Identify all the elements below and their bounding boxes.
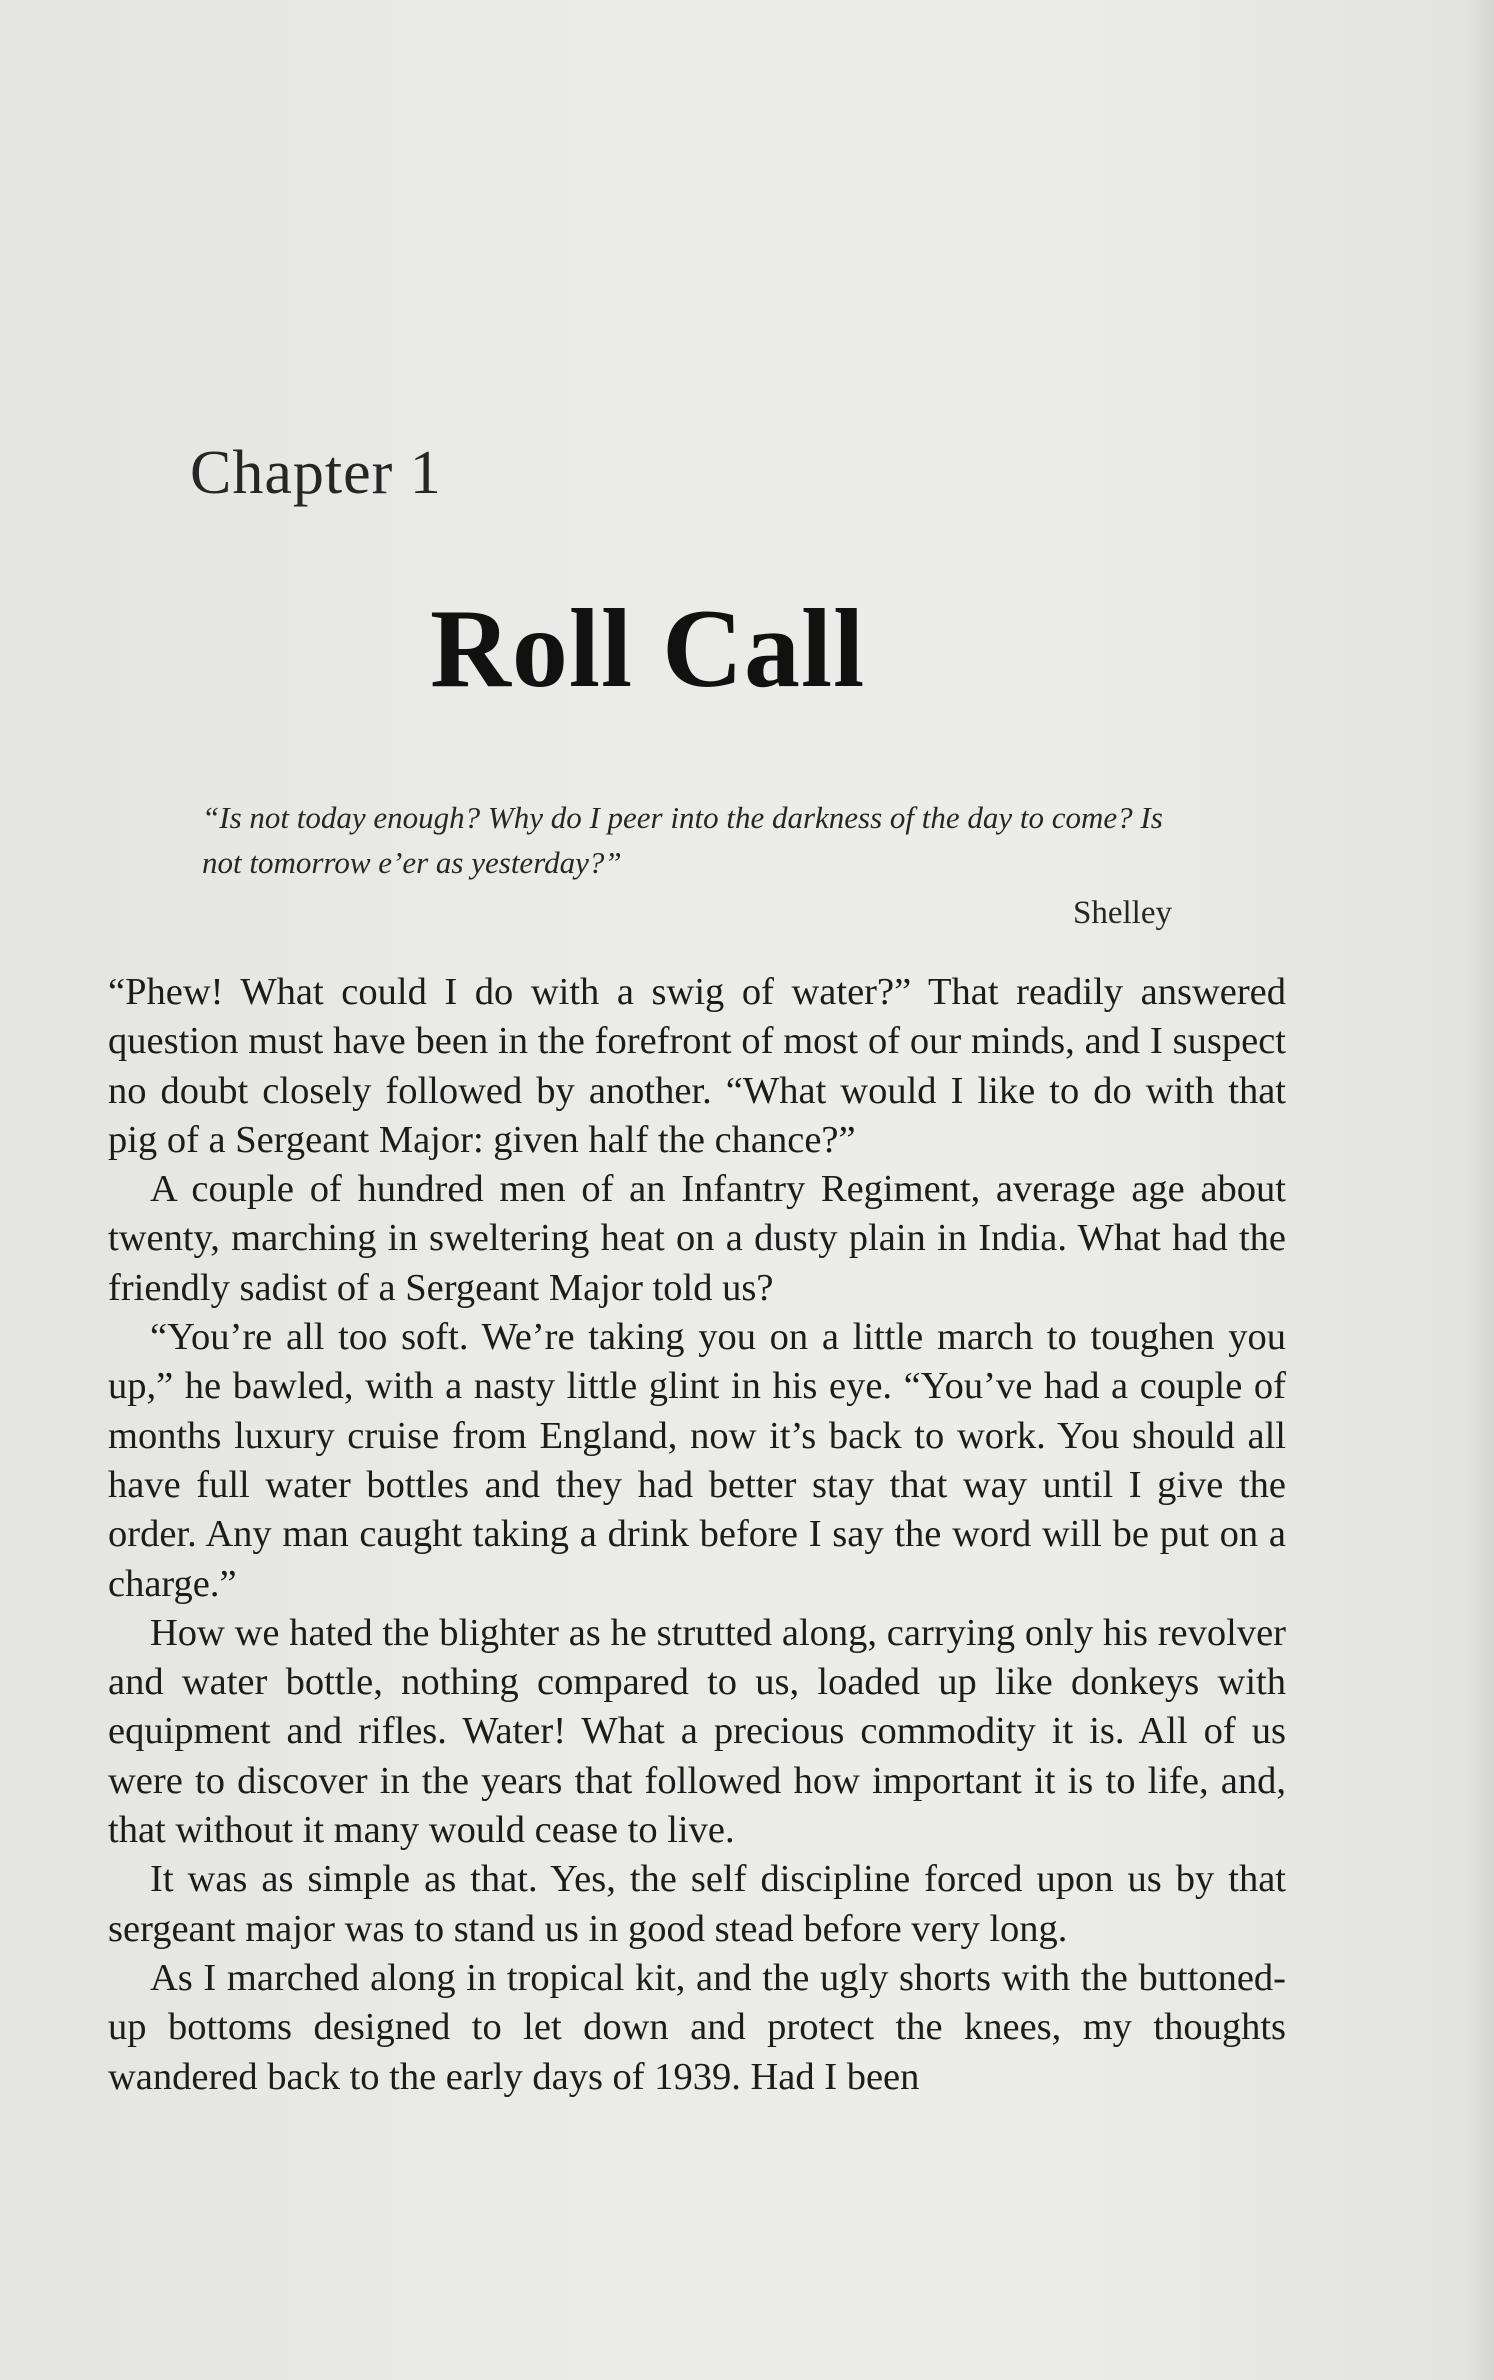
chapter-title: Roll Call [430,587,866,711]
paragraph: It was as simple as that. Yes, the self discipline forced upon us by that sergeant major was to stand us in good stead before very long. [108,1858,1286,1950]
epigraph [202,795,1172,932]
body-text [108,968,1286,2102]
paragraph: As I marched along in tropical kit, and the ugly shorts with the buttoned-up bottoms designed to let down and protect the knees, my thoughts wandered back to the early days of 1939. Had I been [108,1956,1286,2098]
chapter-label: Chapter 1 [190,439,442,507]
epigraph-quote: “Is not today enough? Why do I peer into the darkness of the day to come? Is not tomorrow e’er as yesterday?” [202,800,1163,880]
paragraph: “Phew! What could I do with a swig of water?” That readily answered question must have been in the forefront of most of our minds, and I suspect no doubt closely followed by another. “What would I like to do with that pig of a Sergeant Major: given half the chance?” [108,971,1286,1161]
paragraph: A couple of hundred men of an Infantry Regiment, average age about twenty, marching in sweltering heat on a dusty plain in India. What had the friendly sadist of a Sergeant Major told us? [108,1168,1286,1309]
paragraph: “You’re all too soft. We’re taking you on a little march to toughen you up,” he bawled, with a nasty little glint in his eye. “You’ve had a couple of months luxury cruise from England, now it’s back to work. You should all have full water bottles and they had better stay that way until I give the order. Any man caught taking a drink before I say the word will be put on a charge.” [108,1316,1286,1605]
page-edge-shadow [1466,0,1494,2380]
paragraph: How we hated the blighter as he strutted along, carrying only his revolver and water bottle, nothing compared to us, loaded up like donkeys with equipment and rifles. Water! What a precious commodity it is. All of us were to discover in the years that followed how important it is to life, and, that without it many would cease to live. [108,1611,1286,1852]
epigraph-author: Shelley [1073,895,1172,931]
